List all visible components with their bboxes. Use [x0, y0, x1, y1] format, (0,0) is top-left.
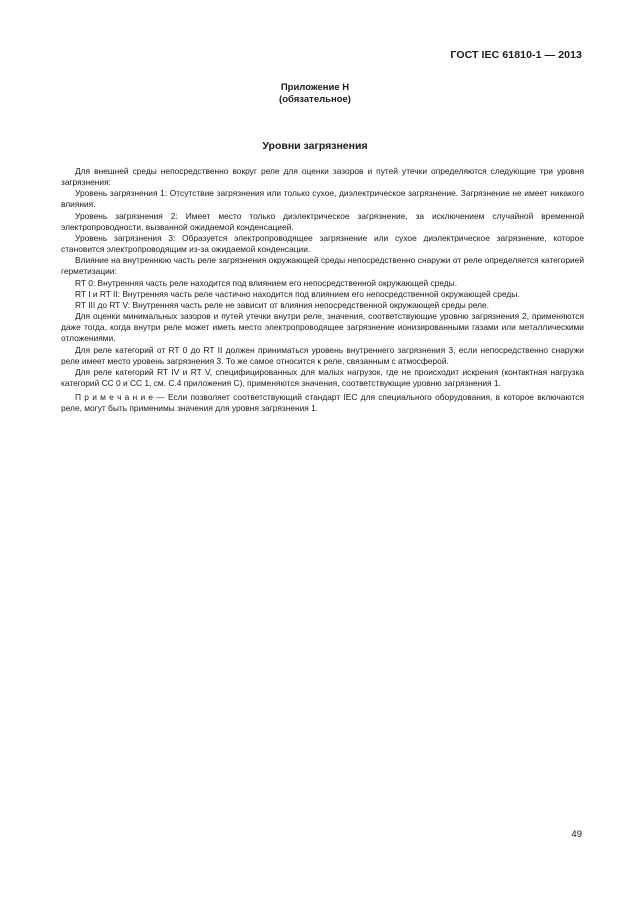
paragraph: Влияние на внутреннюю часть реле загрязнения окружающей среды непосредственно снаружи от реле определяется категорией герметизации: — [61, 255, 584, 277]
note-text: Если позволяет соответствующий стандарт IEC для специального оборудования, в которое включаются реле, могут быть применимы значения для уровня загрязнения 1. — [61, 392, 584, 414]
paragraph: Для реле категорий от RT 0 до RT II должен приниматься уровень внутреннего загрязнения 3, если непосредственно снаружи реле имеет место уровень загрязнения 3. То же самое относится к реле, связанным с атмосферой. — [61, 344, 584, 366]
standard-designation: ГОСТ IEC 61810-1 — 2013 — [450, 49, 582, 61]
paragraph: Для оценки минимальных зазоров и путей утечки внутри реле, значения, соответствующие уровню загрязнения 2, применяются даже тогда, когда внутри реле может иметь место электропроводящее загрязнение ионизированными газами или металлическими отложениями. — [61, 311, 584, 344]
paragraph: Уровень загрязнения 2: Имеет место только диэлектрическое загрязнение, за исключением случайной временной электропроводности, вызванной ожидаемой конденсацией. — [61, 210, 584, 232]
section-title: Уровни загрязнения — [262, 140, 368, 152]
paragraph: Уровень загрязнения 3: Образуется электропроводящее загрязнение или сухое диэлектрическое загрязнение, которое становится электропроводящим из-за ожидаемой конденсации. — [61, 232, 584, 255]
paragraph: RT I и RT II: Внутренняя часть реле частично находится под влиянием его непосредственной окружающей среды. — [75, 288, 520, 299]
note-label: П р и м е ч а н и е — — [75, 392, 168, 403]
paragraph: Для внешней среды непосредственно вокруг реле для оценки зазоров и путей утечки определяются следующие три уровня загрязнения: — [61, 166, 584, 188]
paragraph: RT 0: Внутренняя часть реле находится под влиянием его непосредственной окружающей среды. — [75, 277, 458, 288]
note-paragraph — [61, 392, 584, 414]
annex-heading — [0, 82, 630, 106]
annex-status: (обязательное) — [279, 94, 351, 105]
paragraph: RT III до RT V: Внутренняя часть реле не зависит от влияния непосредственной окружающей среды реле. — [75, 299, 490, 310]
annex-title: Приложение Н — [280, 82, 350, 93]
document-body — [61, 166, 584, 414]
page-number: 49 — [571, 829, 582, 840]
paragraph: Для реле категорий RT IV и RT V, специфицированных для малых нагрузок, где не происходит искрения (контактная нагрузка категорий СС 0 и СС 1, см. С.4 приложения С), применяются значения, соответствующие уровню загрязнения 1. — [61, 366, 584, 388]
paragraph: Уровень загрязнения 1: Отсутствие загрязнения или только сухое, диэлектрическое загрязнение. Загрязнение не имеет никакого влияния. — [61, 188, 584, 210]
